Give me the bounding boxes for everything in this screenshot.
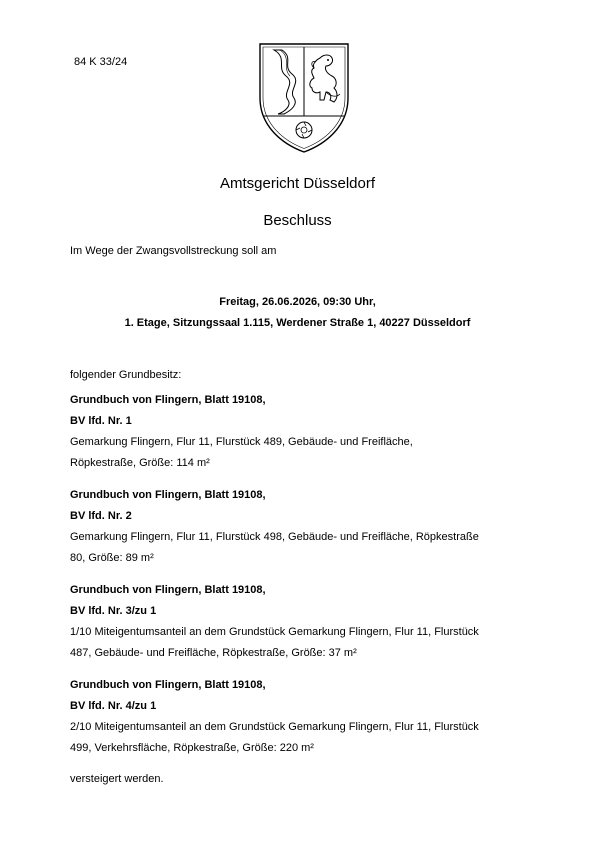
appointment-place: 1. Etage, Sitzungssaal 1.115, Werdener Straße 1, 40227 Düsseldorf xyxy=(124,317,471,329)
appointment-date: Freitag, 26.06.2026, 09:30 Uhr, xyxy=(219,296,376,308)
entry-bv: BV lfd. Nr. 1 xyxy=(70,415,132,427)
entry-description-line: Röpkestraße, Größe: 114 m² xyxy=(70,457,210,469)
intro-text: Im Wege der Zwangsvollstreckung soll am xyxy=(70,245,277,257)
entry-register: Grundbuch von Flingern, Blatt 19108, xyxy=(70,394,266,406)
nrw-coat-of-arms-icon xyxy=(254,40,354,156)
document-title: Beschluss xyxy=(263,212,332,229)
entry-description-line: 499, Verkehrsfläche, Röpkestraße, Größe: 220 m² xyxy=(70,742,314,754)
entry-description-line: Gemarkung Flingern, Flur 11, Flurstück 498, Gebäude- und Freifläche, Röpkestraße xyxy=(70,531,479,543)
entry-register: Grundbuch von Flingern, Blatt 19108, xyxy=(70,679,266,691)
following-text: folgender Grundbesitz: xyxy=(70,369,182,381)
property-entry xyxy=(70,675,540,759)
entry-register: Grundbuch von Flingern, Blatt 19108, xyxy=(70,584,266,596)
entry-description-line: 2/10 Miteigentumsanteil an dem Grundstück Gemarkung Flingern, Flur 11, Flurstück xyxy=(70,721,479,733)
entry-bv: BV lfd. Nr. 4/zu 1 xyxy=(70,700,157,712)
property-entry xyxy=(70,485,540,569)
entry-description-line: Gemarkung Flingern, Flur 11, Flurstück 489, Gebäude- und Freifläche, xyxy=(70,436,413,448)
entry-register: Grundbuch von Flingern, Blatt 19108, xyxy=(70,489,266,501)
property-entry xyxy=(70,580,540,664)
court-name: Amtsgericht Düsseldorf xyxy=(219,175,376,192)
entry-bv: BV lfd. Nr. 3/zu 1 xyxy=(70,605,157,617)
entry-description-line: 487, Gebäude- und Freifläche, Röpkestraße, Größe: 37 m² xyxy=(70,647,357,659)
property-entry xyxy=(70,390,540,474)
closing-text: versteigert werden. xyxy=(70,773,164,785)
entry-description-line: 80, Größe: 89 m² xyxy=(70,552,154,564)
entry-description-line: 1/10 Miteigentumsanteil an dem Grundstück Gemarkung Flingern, Flur 11, Flurstück xyxy=(70,626,479,638)
entry-bv: BV lfd. Nr. 2 xyxy=(70,510,132,522)
doc-number: 84 K 33/24 xyxy=(74,56,128,68)
